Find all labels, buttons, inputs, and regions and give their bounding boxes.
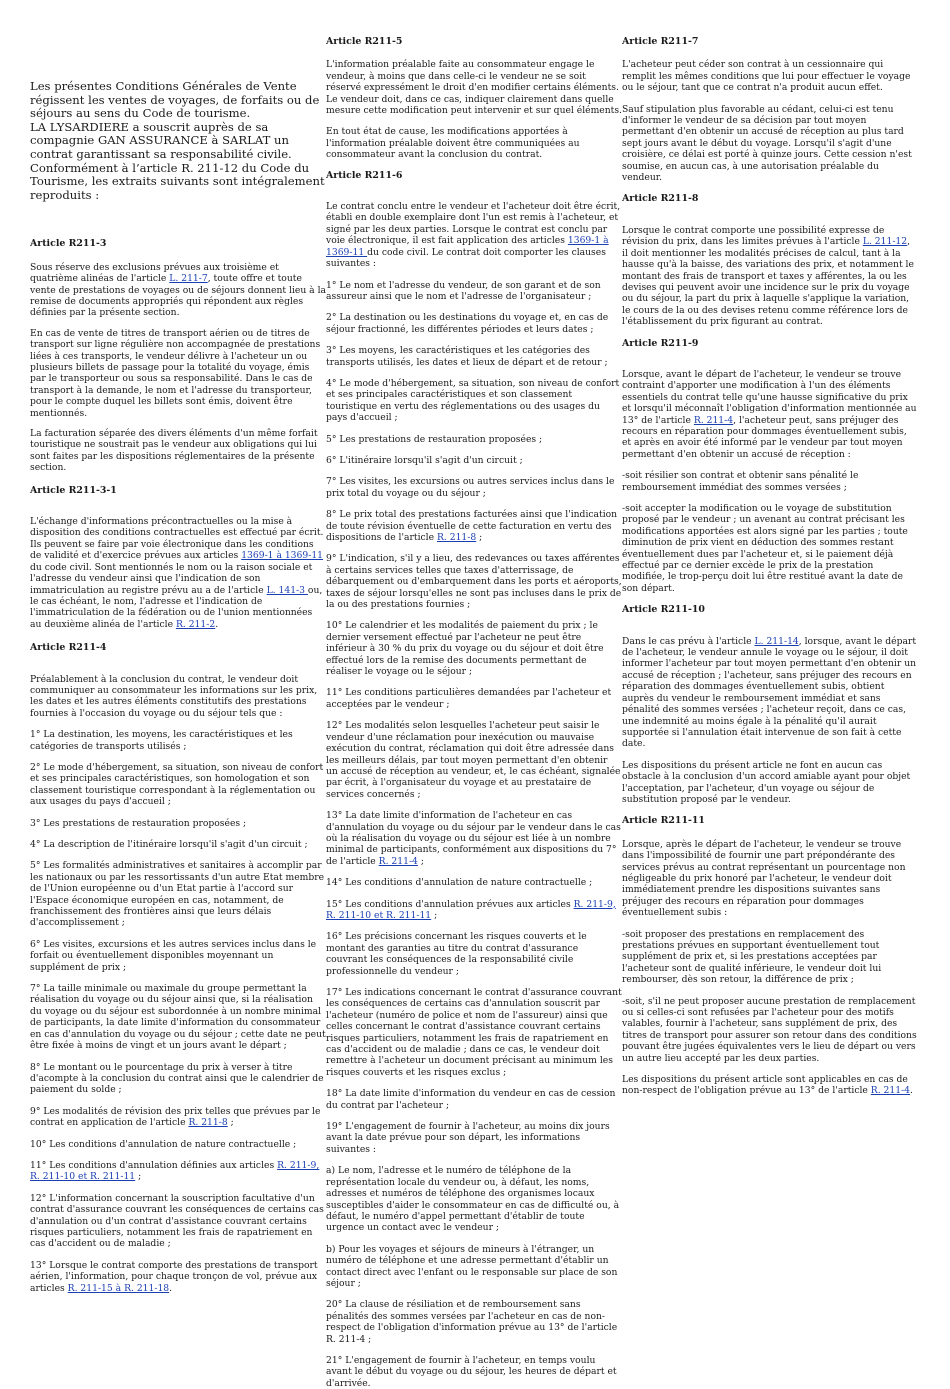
article-paragraph: En tout état de cause, les modifications apportées à l'information préalable doivent être communiquées au consommateur avant la conclusion du contrat. <box>326 126 580 161</box>
article-link[interactable]: 1369-1 à 1369-11 <box>241 550 324 562</box>
article-paragraph: Sauf stipulation plus favorable au cédant, celui-ci est tenu d'informer le vendeur de sa décision par tout moyen permettant d'en obtenir un accusé de réception au plus tard sept jours avant le début du voyage. Lorsqu'il s'agit d'une croisière, ce délai est porté à quinze jours. Cette cession n'est soumise, en aucun cas, à une autorisation préalable du vendeur. <box>622 103 912 184</box>
list-item: 14° Les conditions d'annulation de nature contractuelle ; <box>326 877 593 889</box>
article-link[interactable]: L. 211-7 <box>169 273 208 285</box>
article-paragraph: Les dispositions du présent article ne font en aucun cas obstacle à la conclusion d'un accord amiable ayant pour objet l'acceptation, par l'acheteur, d'un voyage ou séjour de substitution proposé par le vendeur. <box>622 759 911 805</box>
list-item: 16° Les précisions concernant les risques couverts et le montant des garanties au titre du contrat d'assurance couvrant les conséquences de la responsabilité civile professionnelle du vendeur ; <box>326 931 587 977</box>
list-item: 20° La clause de résiliation et de remboursement sans pénalités des sommes versées par l'acheteur en cas de non-respect de l'obligation d'information prévue au 13° de l'article R. 211-4 ; <box>326 1299 618 1345</box>
article-paragraph: Lorsque, après le départ de l'acheteur, le vendeur se trouve dans l'impossibilité de fournir une part prépondérante des services prévus au contrat représentant un pourcentage non négligeable du prix honoré par l'acheteur, le vendeur doit immédiatement prendre les dispositions suivantes sans préjuger des recours en réparation pour dommages éventuellement subis : <box>622 838 906 919</box>
article-title: Article R211-3 <box>30 238 107 250</box>
article-link[interactable]: L. 141-3 <box>266 584 308 596</box>
intro-block <box>30 80 326 202</box>
list-item: 12° L'information concernant la souscription facultative d'un contrat d'assurance couvrant les conséquences de certains cas d'annulation ou d'un contrat d'assistance couvrant certains risques particuliers, notamment les frais de rapatriement en cas d'accident ou de maladie ; <box>30 1192 324 1250</box>
article-link[interactable]: R. 211-8 <box>436 532 477 543</box>
article-paragraph: -soit résilier son contrat et obtenir sans pénalité le remboursement immédiat des sommes versées ; <box>622 470 859 493</box>
list-item: b) Pour les voyages et séjours de mineurs à l'étranger, un numéro de téléphone et une adresse permettant d'établir un contact direct avec l'enfant ou le responsable sur place de son séjour ; <box>326 1243 618 1289</box>
list-item: 3° Les moyens, les caractéristiques et les catégories des transports utilisés, les dates et lieux de départ et de retour ; <box>326 345 608 368</box>
article-link[interactable]: L. 211-12 <box>862 236 908 248</box>
list-item: 11° Les conditions particulières demandées par l'acheteur et acceptées par le vendeur ; <box>326 687 612 710</box>
list-item: 8° Le montant ou le pourcentage du prix à verser à titre d'acompte à la conclusion du contrat ainsi que le calendrier de paiement du solde ; <box>30 1061 324 1096</box>
article-paragraph: Dans le cas prévu à l'article L. 211-14, lorsque, avant le départ de l'acheteur, le vendeur annule le voyage ou le séjour, il doit informer l'acheteur par tout moyen permettant d'en obtenir un accusé de réception ; l'acheteur, sans préjuger des recours en réparation des dommages éventuellement subis, obtient auprès du vendeur le remboursement immédiat et sans pénalité des sommes versées ; l'acheteur reçoit, dans ce cas, une indemnité au moins égale à la pénalité qu'il aurait supportée si l'annulation était intervenue de son fait à cette date. <box>622 635 917 750</box>
list-item: 2° Le mode d'hébergement, sa situation, son niveau de confort et ses principales caractéristiques, son homologation et son classement touristique correspondant à la réglementation ou aux usages du pays d'accueil ; <box>30 761 324 808</box>
article-link[interactable]: R. 211-9, R. 211-10 et R. 211-11 <box>326 898 616 921</box>
article-paragraph: Lorsque le contrat comporte une possibilité expresse de révision du prix, dans les limites prévues à l'article L. 211-12, il doit mentionner les modalités précises de calcul, tant à la hausse qu'à la baisse, des variations des prix, et notamment le montant des frais de transport et taxes y afférentes, la ou les devises qui peuvent avoir une incidence sur le prix du voyage ou du séjour, la part du prix à laquelle s'applique la variation, le cours de la ou des devises retenu comme référence lors de l'établissement du prix figurant au contrat. <box>622 224 914 328</box>
article-paragraph: -soit accepter la modification ou le voyage de substitution proposé par le vendeur ; un avenant au contrat précisant les modifications apportées est alors signé par les parties ; toute diminution de prix vient en déduction des sommes restant éventuellement dues par l'acheteur et, si le paiement déjà effectué par ce dernier excède le prix de la prestation modifiée, le trop-perçu doit lui être restitué avant la date de son départ. <box>622 503 908 594</box>
list-item: 18° La date limite d'information du vendeur en cas de cession du contrat par l'acheteur ; <box>326 1088 616 1111</box>
column-left <box>30 0 326 1294</box>
list-item: 1° Le nom et l'adresse du vendeur, de son garant et de son assureur ainsi que le nom et l'adresse de l'organisateur ; <box>326 279 601 302</box>
article-link[interactable]: R. 211-15 à R. 211-18 <box>67 1282 170 1294</box>
article-paragraph: La facturation séparée des divers éléments d'un même forfait touristique ne soustrait pas le vendeur aux obligations qui lui sont faites par les dispositions réglementaires de la présente section. <box>30 428 318 474</box>
article-link[interactable]: R. 211-4 <box>870 1085 911 1097</box>
list-item: 3° Les prestations de restauration proposées ; <box>30 817 247 829</box>
list-item: 19° L'engagement de fournir à l'acheteur, au moins dix jours avant la date prévue pour son départ, les informations suivantes : <box>326 1121 610 1155</box>
list-item: 1° La destination, les moyens, les caractéristiques et les catégories de transports utilisés ; <box>30 729 293 752</box>
list-item: 10° Les conditions d'annulation de nature contractuelle ; <box>30 1138 297 1150</box>
list-item: 7° La taille minimale ou maximale du groupe permettant la réalisation du voyage ou du séjour ainsi que, si la réalisation du voyage ou du séjour est subordonnée à un nombre minimal de participants, la date limite d'information du consommateur en cas d'annulation du voyage ou du séjour ; cette date ne peut être fixée à moins de vingt et un jours avant le départ ; <box>30 983 326 1052</box>
article-link[interactable]: R. 211-9, R. 211-10 et R. 211-11 <box>30 1159 320 1183</box>
list-item: 9° L'indication, s'il y a lieu, des redevances ou taxes afférentes à certains services telles que taxes d'atterrissage, de débarquement ou d'embarquement dans les ports et aéroports, taxes de séjour lorsqu'elles ne sont pas incluses dans le prix de la ou des prestations fournies ; <box>326 553 622 611</box>
intro-line: Conformément à l’article R. 211-12 du Code du Tourisme, les extraits suivants sont intégralement reproduits : <box>30 160 325 202</box>
list-item: 5° Les prestations de restauration proposées ; <box>326 433 543 445</box>
article-link[interactable]: L. 211-14 <box>754 635 799 647</box>
article-paragraph: Préalablement à la conclusion du contrat, le vendeur doit communiquer au consommateur les informations sur les prix, les dates et les autres éléments constitutifs des prestations fournies à l'occasion du voyage ou du séjour tels que : <box>30 673 318 719</box>
article-paragraph: L'échange d'informations précontractuelles ou la mise à disposition des conditions contractuelles est effectué par écrit. Ils peuvent se faire par voie électronique dans les conditions de validité et d'exercice prévues aux articles 1369-1 à 1369-11 du code civil. Sont mentionnés le nom ou la raison sociale et l'adresse du vendeur ainsi que l'indication de son immatriculation au registre prévu au a de l'article L. 141-3 ou, le cas échéant, le nom, l'adresse et l'indication de l'immatriculation de la fédération ou de l'union mentionnées au deuxième alinéa de l'article R. 211-2. <box>30 516 324 630</box>
list-item: 13° Lorsque le contrat comporte des prestations de transport aérien, l'information, pour chaque tronçon de vol, prévue aux articles R. 211-15 à R. 211-18. <box>30 1259 318 1294</box>
article-paragraph: -soit, s'il ne peut proposer aucune prestation de remplacement ou si celles-ci sont refusées par l'acheteur pour des motifs valables, fournir à l'acheteur, sans supplément de prix, des titres de transport pour assurer son retour dans des conditions pouvant être jugées équivalentes vers le lieu de départ ou vers un autre lieu accepté par les deux parties. <box>622 995 917 1064</box>
list-item: 10° Le calendrier et les modalités de paiement du prix ; le dernier versement effectué par l'acheteur ne peut être inférieur à 30 % du prix du voyage ou du séjour et doit être effectué lors de la remise des documents permettant de réaliser le voyage ou le séjour ; <box>326 620 604 678</box>
list-item: a) Le nom, l'adresse et le numéro de téléphone de la représentation locale du vendeur ou, à défaut, les noms, adresses et numéros de téléphone des organismes locaux susceptibles d'aider le consommateur en cas de difficulté ou, à défaut, le numéro d'appel permettant d'établir de toute urgence un contact avec le vendeur ; <box>326 1165 620 1234</box>
list-item: 4° La description de l'itinéraire lorsqu'il s'agit d'un circuit ; <box>30 839 308 850</box>
list-item: 5° Les formalités administratives et sanitaires à accomplir par les nationaux ou par les ressortissants d'un autre Etat membre de l'Union européenne ou d'un Etat partie à l'accord sur l'Espace économique européen en cas, notamment, de franchissement des frontières ainsi que leurs délais d'accomplissement ; <box>30 860 325 929</box>
list-item: 13° La date limite d'information de l'acheteur en cas d'annulation du voyage ou du séjour par le vendeur dans le cas où la réalisation du voyage ou du séjour est liée à un nombre minimal de participants, conformément aux dispositions du 7° de l'article R. 211-4 ; <box>326 810 621 867</box>
list-item: 15° Les conditions d'annulation prévues aux articles R. 211-9, R. 211-10 et R. 211-11 ; <box>326 898 616 921</box>
article-title: Article R211-4 <box>30 642 107 654</box>
article-paragraph: Les dispositions du présent article sont applicables en cas de non-respect de l'obligation prévue au 13° de l'article R. 211-4. <box>622 1074 913 1097</box>
article-title: Article R211-8 <box>622 193 699 205</box>
list-item: 17° Les indications concernant le contrat d'assurance couvrant les conséquences de certains cas d'annulation souscrit par l'acheteur (numéro de police et nom de l'assureur) ainsi que celles concernant le contrat d'assistance couvrant certains risques particuliers, notamment les frais de rapatriement en cas d'accident ou de maladie ; dans ce cas, le vendeur doit remettre à l'acheteur un document précisant au minimum les risques couverts et les risques exclus ; <box>326 987 622 1078</box>
article-title: Article R211-3-1 <box>30 484 117 496</box>
article-paragraph: Le contrat conclu entre le vendeur et l'acheteur doit être écrit, établi en double exemplaire dont l'un est remis à l'acheteur, et signé par les deux parties. Lorsque le contrat est conclu par voie électronique, il est fait application des articles 1369-1 à 1369-11 du code civil. Le contrat doit comporter les clauses suivantes : <box>326 201 621 270</box>
article-title: Article R211-6 <box>326 169 403 181</box>
article-title: Article R211-9 <box>622 337 699 349</box>
article-link[interactable]: R. 211-2 <box>175 618 216 630</box>
list-item: 12° Les modalités selon lesquelles l'acheteur peut saisir le vendeur d'une réclamation pour inexécution ou mauvaise exécution du contrat, réclamation qui doit être adressée dans les meilleurs délais, par tout moyen permettant d'en obtenir un accusé de réception au vendeur, et, le cas échéant, signalée par écrit, à l'organisateur du voyage et au prestataire de services concernés ; <box>326 720 621 800</box>
list-item: 21° L'engagement de fournir à l'acheteur, en temps voulu avant le début du voyage ou du séjour, les heures de départ et d'arrivée. <box>326 1354 617 1389</box>
article-paragraph: Sous réserve des exclusions prévues aux troisième et quatrième alinéas de l'article L. 211-7, toute offre et toute vente de prestations de voyages ou de séjours donnent lieu à la remise de documents appropriés qui répondent aux règles définies par la présente section. <box>30 261 326 319</box>
list-item: 11° Les conditions d'annulation définies aux articles R. 211-9, R. 211-10 et R. 211-11 ; <box>30 1159 320 1183</box>
article-title: Article R211-11 <box>622 815 705 827</box>
list-item: 9° Les modalités de révision des prix telles que prévues par le contrat en application de l'article R. 211-8 ; <box>30 1105 321 1129</box>
list-item: 6° Les visites, excursions et les autres services inclus dans le forfait ou éventuellement disponibles moyennant un supplément de prix ; <box>30 938 317 973</box>
article-link[interactable]: R. 211-8 <box>188 1117 228 1129</box>
intro-line: LA LYSARDIERE a souscrit auprès de sa compagnie GAN ASSURANCE à SARLAT un contrat garantissant sa responsabilité civile. <box>30 119 292 161</box>
article-link[interactable]: R. 211-4 <box>378 855 418 867</box>
article-link[interactable]: R. 211-4 <box>693 414 734 426</box>
list-item: 4° Le mode d'hébergement, sa situation, son niveau de confort et ses principales caractéristiques et son classement touristique en vertu des réglementations ou des usages du pays d'accueil ; <box>326 377 620 424</box>
column-right <box>622 0 918 1097</box>
list-item: 8° Le prix total des prestations facturées ainsi que l'indication de toute révision éventuelle de cette facturation en vertu des dispositions de l'article R. 211-8 ; <box>326 509 618 543</box>
article-paragraph: L'acheteur peut céder son contrat à un cessionnaire qui remplit les mêmes conditions que lui pour effectuer le voyage ou le séjour, tant que ce contrat n'a produit aucun effet. <box>622 59 911 94</box>
list-item: 2° La destination ou les destinations du voyage et, en cas de séjour fractionné, les différentes périodes et leurs dates ; <box>326 312 609 335</box>
column-middle <box>326 0 622 1389</box>
article-link[interactable]: 1369-1 à 1369-11 <box>326 235 609 258</box>
article-title: Article R211-5 <box>326 36 403 47</box>
article-title: Article R211-7 <box>622 36 699 47</box>
intro-line: Les présentes Conditions Générales de Vente régissent les ventes de voyages, de forfaits ou de séjours au sens du Code de tourisme. <box>30 79 320 121</box>
list-item: 6° L'itinéraire lorsqu'il s'agit d'un circuit ; <box>326 454 523 466</box>
article-paragraph: Lorsque, avant le départ de l'acheteur, le vendeur se trouve contraint d'apporter une modification à l'un des éléments essentiels du contrat telle qu'une hausse significative du prix et lorsqu'il méconnaît l'obligation d'information mentionnée au 13° de l'article R. 211-4, l'acheteur peut, sans préjuger des recours en réparation pour dommages éventuellement subis, et après en avoir été informé par le vendeur par tout moyen permettant d'en obtenir un accusé de réception : <box>622 368 917 460</box>
article-paragraph: -soit proposer des prestations en remplacement des prestations prévues en supportant éventuellement tout supplément de prix et, si les prestations acceptées par l'acheteur sont de qualité inférieure, le vendeur doit lui rembourser, dès son retour, la différence de prix ; <box>622 928 882 986</box>
article-paragraph: En cas de vente de titres de transport aérien ou de titres de transport sur ligne régulière non accompagnée de prestations liées à ces transports, le vendeur délivre à l'acheteur un ou plusieurs billets de passage pour la totalité du voyage, émis par le transporteur ou sous sa responsabilité. Dans le cas de transport à la demande, le nom et l'adresse du transporteur, pour le compte duquel les billets sont émis, doivent être mentionnés. <box>30 327 321 419</box>
article-paragraph: L'information préalable faite au consommateur engage le vendeur, à moins que dans celle-ci le vendeur ne se soit réservé expressément le droit d'en modifier certains éléments. Le vendeur doit, dans ce cas, indiquer clairement dans quelle mesure cette modification peut intervenir et sur quel éléments. <box>326 59 622 117</box>
article-title: Article R211-10 <box>622 604 705 616</box>
list-item: 7° Les visites, les excursions ou autres services inclus dans le prix total du voyage ou du séjour ; <box>326 476 615 499</box>
